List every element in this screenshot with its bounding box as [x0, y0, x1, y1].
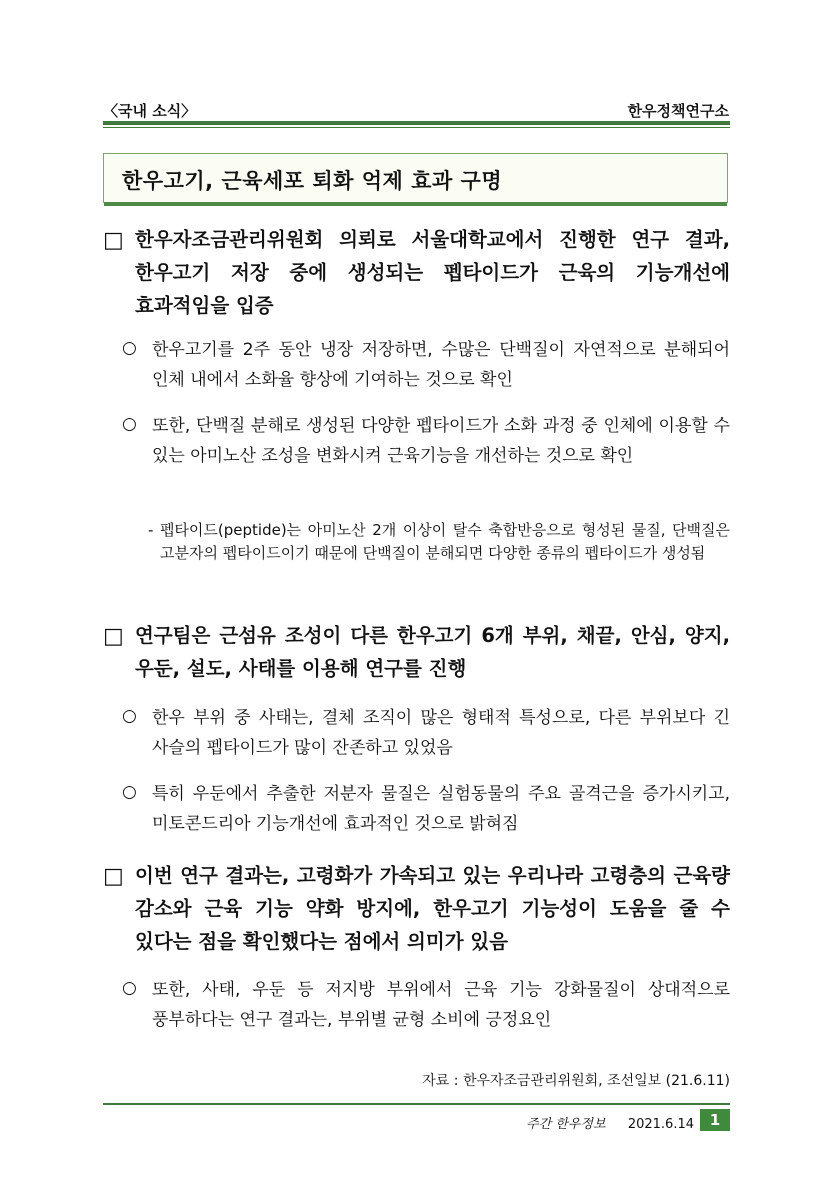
- page-number: 1: [700, 1109, 730, 1131]
- section-1-note: - 펩타이드(peptide)는 아미노산 2개 이상이 탈수 축합반응으로 형성된 물질, 단백질은 고분자의 펩타이드이기 때문에 단백질이 분해되면 다양한 종류의 펩타이드가 생성됨: [148, 521, 730, 562]
- footer-info: [526, 1113, 694, 1132]
- source-citation: 자료 : 한우자조금관리위원회, 조선일보 (21.6.11): [422, 1073, 730, 1089]
- header-divider-thin: [103, 127, 730, 128]
- organization-name: 한우정책연구소: [627, 102, 729, 120]
- publication-date: 2021.6.14: [627, 1117, 694, 1132]
- section-3-bullet: □: [103, 864, 124, 889]
- section-1-text: 한우자조금관리위원회 의뢰로 서울대학교에서 진행한 연구 결과, 한우고기 저장 중에 생성되는 펩타이드가 근육의 기능개선에 효과적임을 입증: [135, 228, 730, 317]
- publication-name: 주간 한우정보: [526, 1117, 606, 1132]
- section-2-item-1-bullet: ○: [122, 706, 137, 726]
- section-1-item-1-bullet: ○: [122, 338, 137, 358]
- section-3-text: 이번 연구 결과는, 고령화가 가속되고 있는 우리나라 고령층의 근육량 감소와 근육 기능 약화 방지에, 한우고기 기능성이 도움을 줄 수 있다는 점을 확인했다는 점에서 의미가 있음: [135, 864, 730, 953]
- section-2-bullet: □: [103, 624, 124, 649]
- section-2-item-1-text: 한우 부위 중 사태는, 결체 조직이 많은 형태적 특성으로, 다른 부위보다 긴 사슬의 펩타이드가 많이 잔존하고 있었음: [152, 708, 730, 758]
- section-2-text: 연구팀은 근섬유 조성이 다른 한우고기 6개 부위, 채끝, 안심, 양지, 우둔, 설도, 사태를 이용해 연구를 진행: [135, 624, 730, 680]
- section-1-bullet: □: [103, 228, 124, 253]
- section-label: 〈국내 소식〉: [103, 102, 197, 120]
- page-title: 한우고기, 근육세포 퇴화 억제 효과 구명: [122, 169, 503, 193]
- header-divider: [103, 121, 730, 125]
- section-1-item-2-bullet: ○: [122, 414, 137, 434]
- section-2-item-2-bullet: ○: [122, 782, 137, 802]
- footer-divider: [103, 1103, 730, 1105]
- section-3-item-1-bullet: ○: [122, 978, 137, 998]
- section-3-item-1-text: 또한, 사태, 우둔 등 저지방 부위에서 근육 기능 강화물질이 상대적으로 풍부하다는 연구 결과는, 부위별 균형 소비에 긍정요인: [152, 980, 730, 1030]
- section-1-item-1-text: 한우고기를 2주 동안 냉장 저장하면, 수많은 단백질이 자연적으로 분해되어 인체 내에서 소화율 향상에 기여하는 것으로 확인: [152, 340, 730, 390]
- section-1-item-2-text: 또한, 단백질 분해로 생성된 다양한 펩타이드가 소화 과정 중 인체에 이용할 수 있는 아미노산 조성을 변화시켜 근육기능을 개선하는 것으로 확인: [152, 416, 730, 466]
- section-2-item-2-text: 특히 우둔에서 추출한 저분자 물질은 실험동물의 주요 골격근을 증가시키고, 미토콘드리아 기능개선에 효과적인 것으로 밝혀짐: [152, 784, 730, 834]
- title-box: [103, 153, 728, 203]
